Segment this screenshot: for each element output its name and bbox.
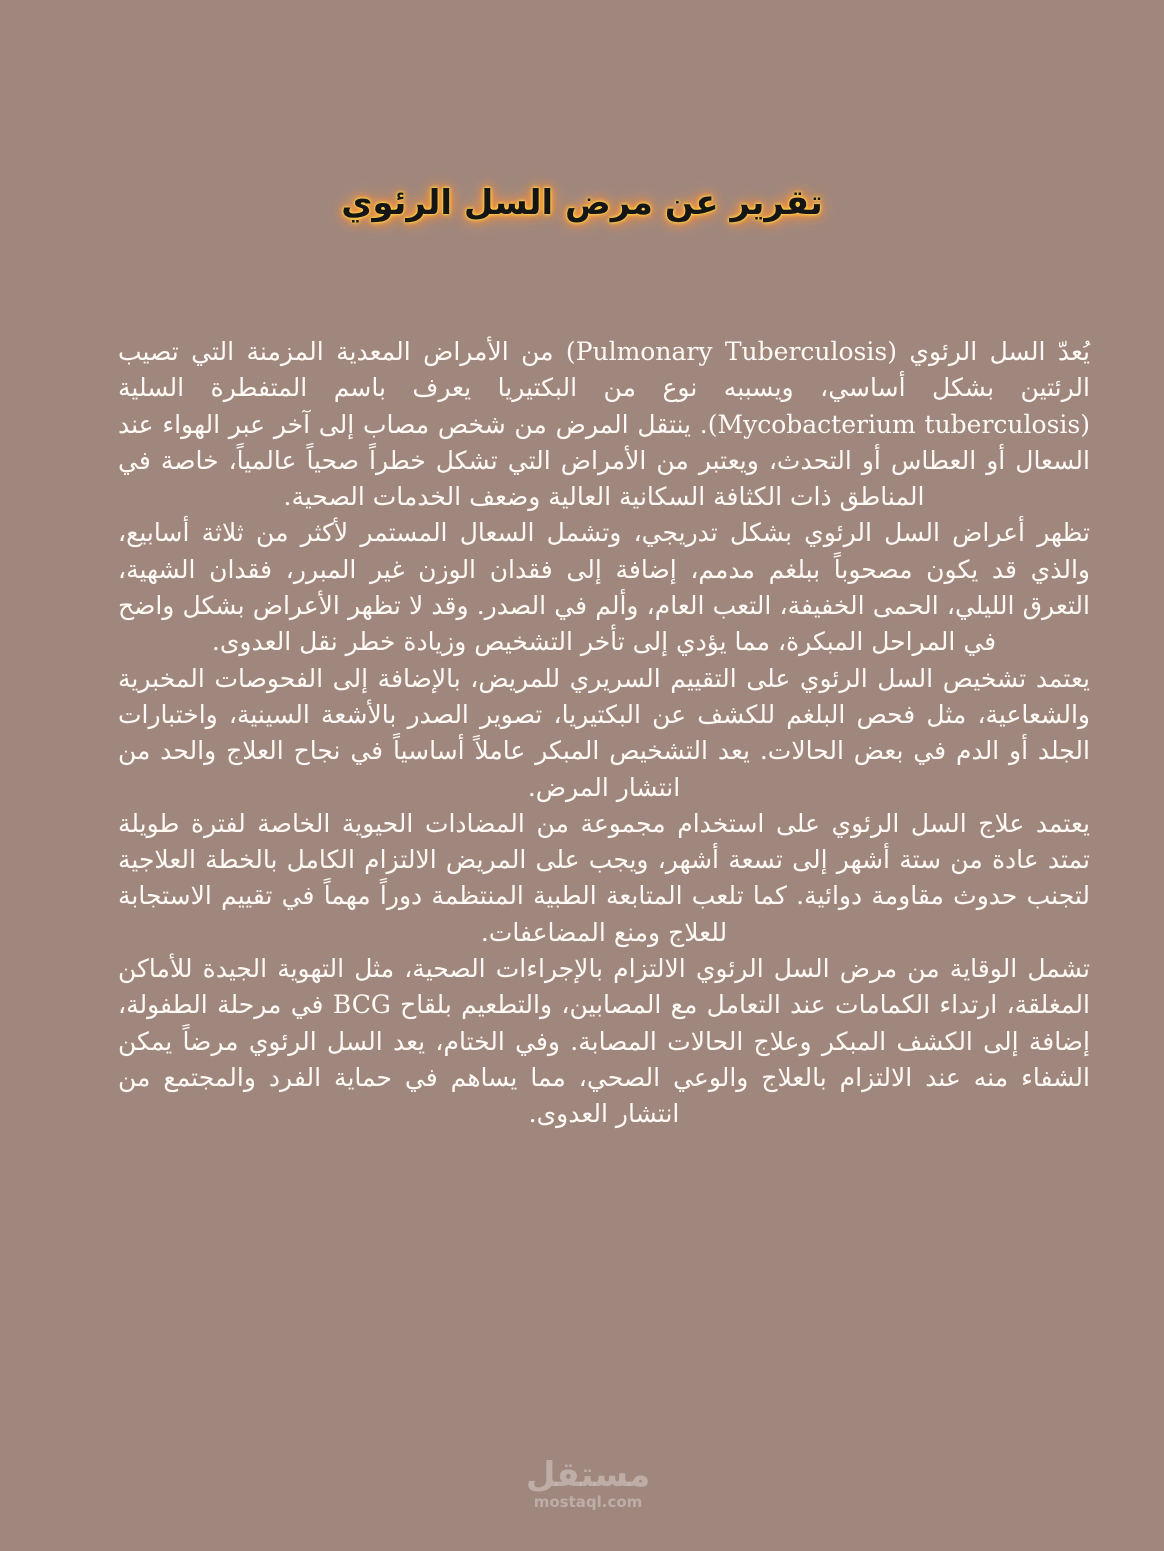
watermark-domain-text: mostaql.com bbox=[533, 1493, 643, 1511]
paragraph-treatment: يعتمد علاج السل الرئوي على استخدام مجموعة من المضادات الحيوية الخاصة لفترة طويلة تمتد عادة من ستة أشهر إلى تسعة أشهر، ويجب على المريض الالتزام الكامل بالخطة العلاجية لتجنب حدوث مقاومة دوائية. كما تلعب المتابعة الطبية المنتظمة دوراً مهماً في تقييم الاستجابة للعلاج ومنع المضاعفات. bbox=[118, 808, 1090, 947]
mostaql-watermark bbox=[520, 1457, 656, 1527]
paragraph-prevention-conclusion: تشمل الوقاية من مرض السل الرئوي الالتزام بالإجراءات الصحية، مثل التهوية الجيدة للأماكن المغلقة، ارتداء الكمامات عند التعامل مع المصابين، والتطعيم بلقاح BCG في مرحلة الطفولة، إضافة إلى الكشف المبكر وعلاج الحالات المصابة. وفي الختام، يعد السل الرئوي مرضاً يمكن الشفاء منه عند الالتزام بالعلاج والوعي الصحي، مما يساهم في حماية الفرد والمجتمع من انتشار العدوى. bbox=[118, 954, 1090, 1129]
watermark-logo-text: مستقل bbox=[525, 1455, 651, 1495]
paragraph-diagnosis: يعتمد تشخيص السل الرئوي على التقييم السريري للمريض، بالإضافة إلى الفحوصات المخبرية والشعاعية، مثل فحص البلغم للكشف عن البكتيريا، تصوير الصدر بالأشعة السينية، واختبارات الجلد أو الدم في بعض الحالات. يعد التشخيص المبكر عاملاً أساسياً في نجاح العلاج والحد من انتشار المرض. bbox=[118, 663, 1090, 802]
report-title: تقرير عن مرض السل الرئوي bbox=[341, 182, 823, 223]
report-body bbox=[118, 334, 1090, 1133]
paragraph-symptoms: تظهر أعراض السل الرئوي بشكل تدريجي، وتشمل السعال المستمر لأكثر من ثلاثة أسابيع، والذي قد يكون مصحوباً ببلغم مدمم، إضافة إلى فقدان الوزن غير المبرر، فقدان الشهية، التعرق الليلي، الحمى الخفيفة، التعب العام، وألم في الصدر. وقد لا تظهر الأعراض بشكل واضح في المراحل المبكرة، مما يؤدي إلى تأخر التشخيص وزيادة خطر نقل العدوى. bbox=[118, 518, 1090, 657]
paragraph-introduction: يُعدّ السل الرئوي (Pulmonary Tuberculosis) من الأمراض المعدية المزمنة التي تصيب الرئتين بشكل أساسي، ويسببه نوع من البكتيريا يعرف باسم المتفطرة السلية (Mycobacterium tuberculosis). ينتقل المرض من شخص مصاب إلى آخر عبر الهواء عند السعال أو العطاس أو التحدث، ويعتبر من الأمراض التي تشكل خطراً صحياً عالمياً، خاصة في المناطق ذات الكثافة السكانية العالية وضعف الخدمات الصحية. bbox=[118, 337, 1090, 512]
